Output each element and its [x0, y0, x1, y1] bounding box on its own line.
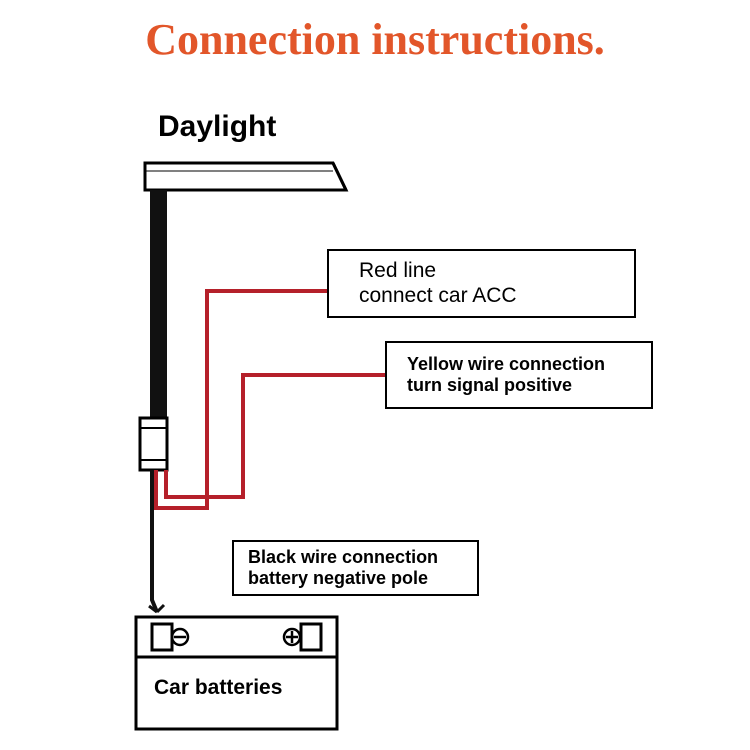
callout-red-line1: Red line [359, 258, 437, 282]
yellow-wire [166, 375, 385, 497]
callout-red-line [327, 249, 636, 318]
car-battery [136, 617, 337, 729]
callout-black-line1: Black wire connection [248, 546, 439, 567]
main-cable [150, 190, 167, 420]
daylight-lamp [145, 163, 346, 190]
page-title: Connection instructions. [145, 15, 605, 64]
daylight-label: Daylight [158, 110, 277, 143]
callout-black-line2: battery negative pole [248, 568, 429, 588]
callout-yellow-line2: turn signal positive [407, 375, 573, 395]
callout-red-line2: connect car ACC [359, 283, 517, 307]
callout-yellow-line1: Yellow wire connection [407, 353, 606, 374]
callout-yellow-wire [385, 341, 653, 409]
callout-black-wire [232, 540, 479, 596]
battery-label: Car batteries [154, 676, 283, 699]
wire-connector-block [140, 418, 167, 470]
